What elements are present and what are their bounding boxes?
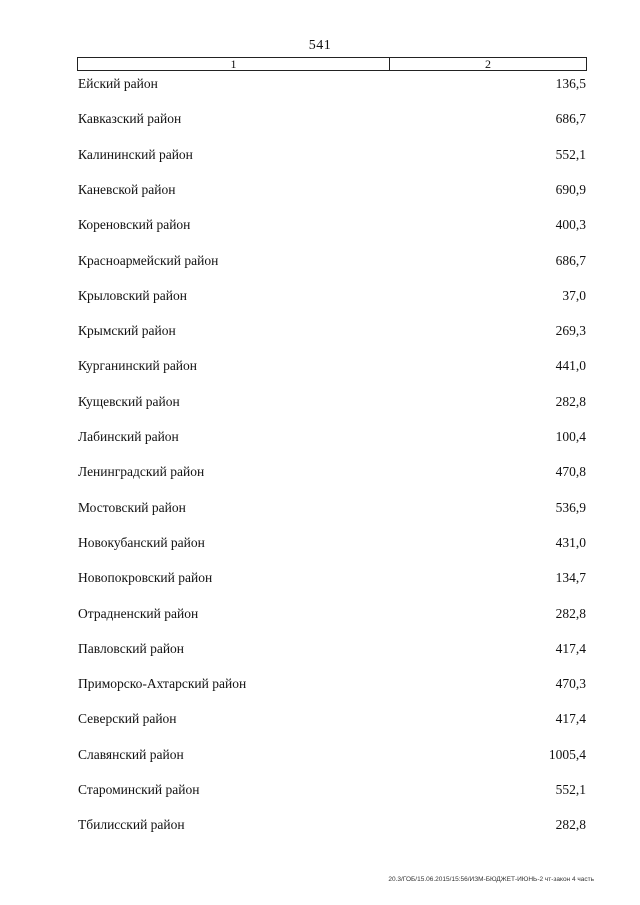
district-value: 282,8: [555, 605, 586, 621]
table-row: [78, 394, 586, 414]
table-row: [78, 535, 586, 555]
table-row: [78, 111, 586, 131]
table-row: [78, 464, 586, 484]
table-header: [77, 57, 587, 71]
district-name: Староминский район: [78, 782, 200, 797]
table-row: [78, 147, 586, 167]
district-value: 686,7: [555, 252, 586, 268]
page-number: 541: [308, 38, 332, 53]
district-name: Славянский район: [78, 746, 184, 762]
table-row: [78, 747, 586, 767]
district-value: 441,0: [555, 358, 586, 374]
district-value: 1005,4: [548, 746, 586, 762]
district-name: Ейский район: [78, 76, 158, 91]
district-value: 686,7: [555, 111, 586, 127]
district-value: 536,9: [555, 499, 586, 515]
district-name: Крыловский район: [78, 287, 187, 303]
table-row: [78, 253, 586, 273]
district-value: 552,1: [555, 782, 586, 797]
district-value: 690,9: [555, 181, 586, 197]
district-value: 470,3: [555, 676, 586, 692]
district-name: Крымский район: [78, 323, 176, 339]
district-name: Калининский район: [78, 146, 193, 162]
district-name: Лабинский район: [78, 429, 179, 444]
district-value: 552,1: [555, 146, 586, 162]
district-name: Тбилисский район: [78, 817, 185, 833]
district-value: 100,4: [555, 429, 586, 444]
district-value: 417,4: [555, 711, 586, 727]
table-row: [78, 76, 586, 96]
table-row: [78, 217, 586, 237]
district-value: 282,8: [555, 393, 586, 409]
district-value: 37,0: [562, 287, 586, 303]
table-row: [78, 288, 586, 308]
district-name: Приморско-Ахтарский район: [78, 676, 247, 692]
district-name: Новокубанский район: [78, 534, 205, 550]
district-name: Курганинский район: [78, 358, 198, 374]
table-row: [78, 182, 586, 202]
table-row: [78, 358, 586, 378]
document-footer-code: 20.3/ГОБ/15.06.2015/15:56/ИЗМ-БЮДЖЕТ-ИЮНЬ-2 чт-закон 4 часть: [388, 876, 594, 883]
table-row: [78, 500, 586, 520]
table-row: [78, 817, 586, 837]
district-value: 282,8: [555, 817, 586, 833]
table-row: [78, 606, 586, 626]
district-value: 269,3: [555, 323, 586, 339]
district-name: Кореновский район: [78, 217, 191, 233]
district-name: Кущевский район: [78, 393, 180, 409]
district-name: Новопокровский район: [78, 570, 213, 586]
header-col-1: 1: [78, 58, 390, 70]
district-name: Каневской район: [78, 181, 176, 197]
header-col-2: 2: [485, 57, 491, 71]
district-name: Мостовский район: [78, 499, 186, 515]
district-value: 470,8: [555, 464, 586, 480]
table-row: [78, 782, 586, 802]
district-name: Отрадненский район: [78, 605, 199, 621]
table-row: [78, 429, 586, 449]
district-name: Северский район: [78, 711, 177, 727]
district-name: Красноармейский район: [78, 252, 219, 268]
table-row: [78, 570, 586, 590]
table-row: [78, 641, 586, 661]
table-row: [78, 323, 586, 343]
district-value: 417,4: [555, 640, 586, 656]
district-value: 134,7: [555, 570, 586, 586]
district-name: Павловский район: [78, 640, 185, 656]
district-name: Ленинградский район: [78, 464, 205, 480]
district-value: 431,0: [555, 534, 586, 550]
district-value: 400,3: [555, 217, 586, 233]
district-value: 136,5: [555, 76, 586, 91]
table-row: [78, 711, 586, 731]
district-name: Кавказский район: [78, 111, 182, 127]
table-row: [78, 676, 586, 696]
